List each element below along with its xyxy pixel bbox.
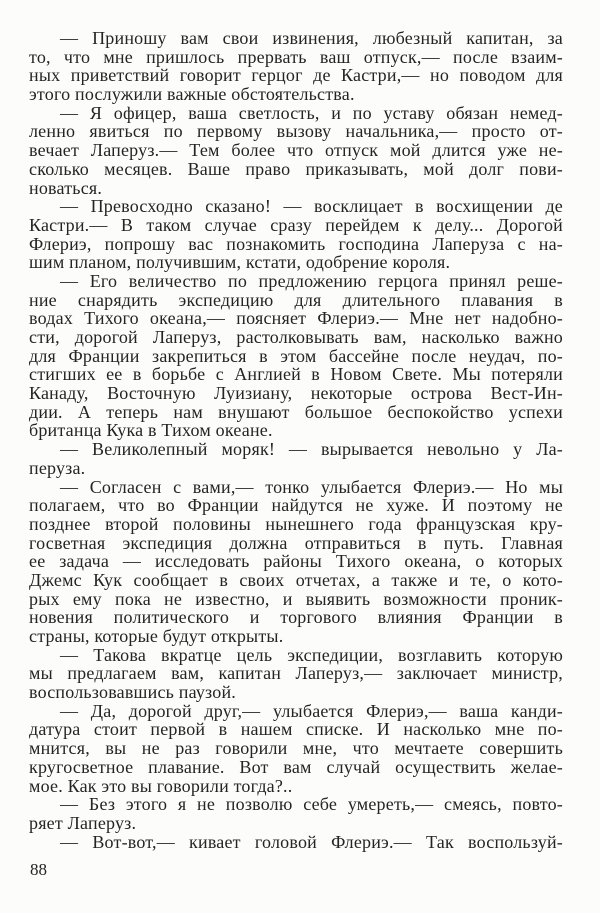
page-number: 88 <box>30 860 47 879</box>
text-line: — Согласен с вами,— тонко улыбается Флериэ.— Но мы <box>60 476 563 497</box>
text-line: полагаем, что во Франции найдутся не хуже. И поэтому не <box>29 495 563 516</box>
text-line: страны, которые будут открыты. <box>29 626 284 646</box>
text-line: ленно явиться по первому вызову начальника,— просто от- <box>29 121 563 142</box>
text-line: — Превосходно сказано! — восклицает в восхищении де <box>60 196 563 217</box>
paragraph <box>29 702 563 795</box>
paragraph <box>29 440 563 477</box>
paragraph <box>29 197 563 272</box>
text-line: кругосветное плавание. Вот вам случай осуществить желае- <box>29 756 563 777</box>
text-line: сти, дорогой Лаперуз, растолковывать вам, насколько важно <box>29 327 563 347</box>
text-line: датура стоит первой в нашем списке. И насколько мне по- <box>29 719 563 740</box>
text-line: перуза. <box>29 457 86 478</box>
text-line: для Франции закрепиться в этом бассейне после неудач, по- <box>29 345 563 366</box>
text-line: новаться. <box>29 177 103 198</box>
text-line: воспользовавшись паузой. <box>29 682 236 703</box>
text-line: водах Тихого океана,— поясняет Флериэ.— Мне нет надобно- <box>29 308 563 329</box>
text-line: шим планом, получившим, кстати, одобрение короля. <box>29 252 451 273</box>
text-line: — Приношу вам свои извинения, любезный капитан, за <box>60 28 563 48</box>
text-line: — Да, дорогой друг,— улыбается Флериэ,— ваша канди- <box>60 700 563 721</box>
text-line: — Великолепный моряк! — вырывается невольно у Ла- <box>60 439 563 460</box>
paragraph <box>29 646 563 702</box>
text-line: Джемс Кук сообщает в своих отчетах, а также и те, о кото- <box>29 569 563 590</box>
text-line: ряет Лаперуз. <box>29 812 137 833</box>
paragraph <box>29 833 563 852</box>
text-line: вечает Лаперуз.— Тем более что отпуск мой длится уже не- <box>29 140 563 161</box>
text-line: стигших ее в борьбе с Англией в Новом Свете. Мы потеряли <box>29 364 563 385</box>
text-line: Кастри.— В таком случае сразу перейдем к делу... Дорогой <box>29 214 563 235</box>
text-line: мы предлагаем вам, капитан Лаперуз,— заключает министр, <box>29 663 563 684</box>
text-line: британца Кука в Тихом океане. <box>29 420 273 441</box>
text-line: новения политического и торгового влияния Франции в <box>29 607 563 628</box>
paragraph <box>29 272 563 440</box>
text-line: — Я офицер, ваша светлость, и по уставу обязан немед- <box>60 102 563 123</box>
text-line: — Вот-вот,— кивает головой Флериэ.— Так воспользуй- <box>60 831 563 852</box>
text-line: мое. Как это вы говорили тогда?.. <box>29 775 293 796</box>
paragraph <box>29 795 563 832</box>
text-line: — Без этого я не позволю себе умереть,— смеясь, повто- <box>60 794 563 815</box>
text-line: — Такова вкратце цель экспедиции, возглавить которую <box>60 644 563 665</box>
text-line: — Его величество по предложению герцога принял реше- <box>60 270 563 291</box>
text-line: то, что мне пришлось прервать ваш отпуск,— после взаим- <box>29 46 563 67</box>
text-line: госветная экспедиция должна отправиться в путь. Главная <box>29 532 563 553</box>
text-line: позднее второй половины нынешнего года французская кру- <box>29 513 563 534</box>
text-line: рых ему пока не известно, и выявить возможности проник- <box>29 588 563 609</box>
text-line: Флериэ, попрошу вас познакомить господина Лаперуза с на- <box>29 233 563 254</box>
text-line: Канаду, Восточную Луизиану, некоторые острова Вест-Ин- <box>29 383 563 404</box>
text-line: сколько месяцев. Ваше право приказывать, мой долг пови- <box>29 158 563 179</box>
text-line: этого послужили важные обстоятельства. <box>29 84 355 105</box>
text-line: ее задача — исследовать районы Тихого океана, о которых <box>29 551 563 572</box>
text-line: мнится, вы не раз говорили мне, что мечтаете совершить <box>29 738 563 759</box>
text-line: ных приветствий говорит герцог де Кастри,— но поводом для <box>29 65 563 86</box>
page-text <box>29 29 563 851</box>
text-line: ние снарядить экспедицию для длительного плавания в <box>29 289 563 310</box>
text-line: дии. А теперь нам внушают большое беспокойство успехи <box>29 401 563 422</box>
paragraph <box>29 104 563 197</box>
paragraph <box>29 29 563 104</box>
paragraph <box>29 478 563 646</box>
